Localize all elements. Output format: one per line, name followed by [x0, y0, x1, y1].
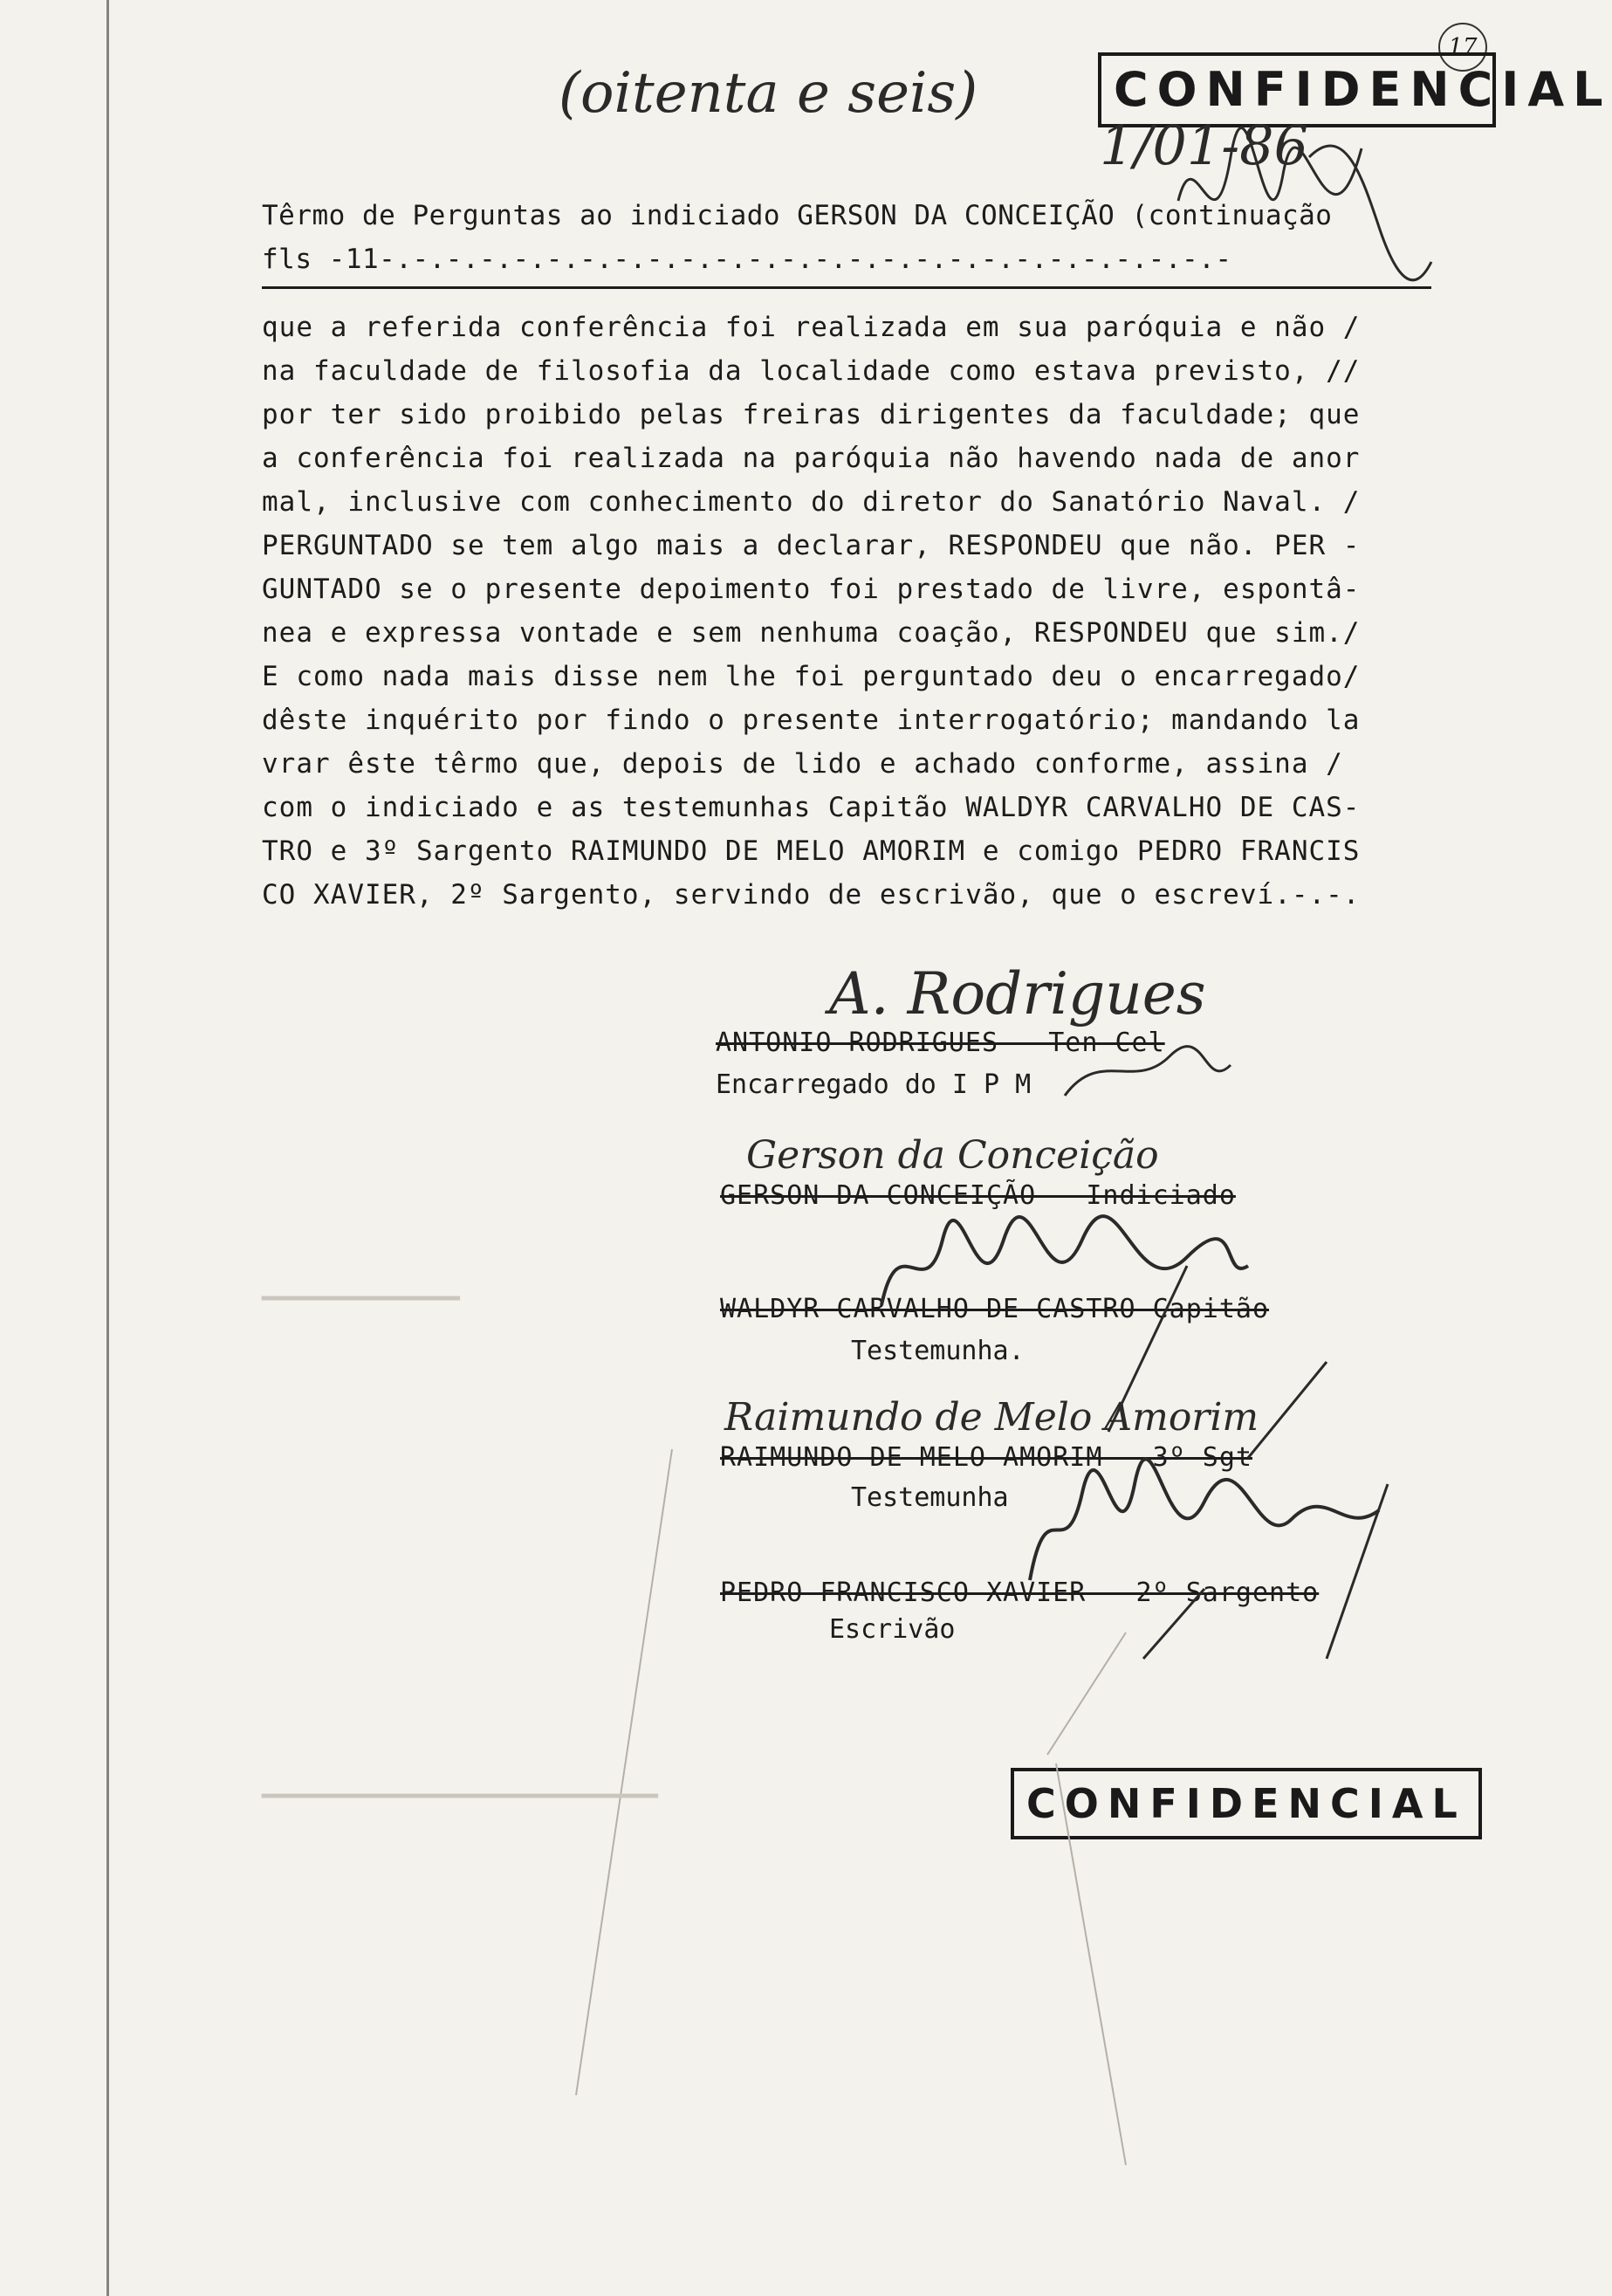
rubric-scribble-rodrigues	[1065, 1047, 1231, 1096]
page-number-handwritten: 1/01-86	[1100, 113, 1309, 177]
signature-gerson: Gerson da Conceição	[746, 1133, 1159, 1178]
header-line-2: fls -11-.-.-.-.-.-.-.-.-.-.-.-.-.-.-.-.-.-.-.-.-.-.-.-.-.-	[262, 244, 1232, 275]
handwritten-page-count: (oitenta e seis)	[559, 61, 978, 126]
header-line-1: Têrmo de Perguntas ao indiciado GERSON DA CONCEIÇÃO (continuação	[262, 200, 1333, 231]
signature-raimundo: Raimundo de Melo Amorim	[724, 1395, 1259, 1440]
name-line: ANTONIO RODRIGUES - Ten Cel	[716, 1028, 1165, 1058]
body-line: por ter sido proibido pelas freiras dirigentes da faculdade; que	[262, 399, 1361, 430]
signature-stroke	[1143, 1589, 1204, 1659]
body-line: PERGUNTADO se tem algo mais a declarar, RESPONDEU que não. PER -	[262, 530, 1361, 561]
body-line: na faculdade de filosofia da localidade como estava previsto, //	[262, 355, 1361, 387]
body-line: GUNTADO se o presente depoimento foi prestado de livre, espontâ-	[262, 574, 1361, 605]
signature-stroke	[1248, 1362, 1327, 1458]
body-line: nea e expressa vontade e sem nenhuma coação, RESPONDEU que sim./	[262, 617, 1361, 649]
body-line: dêste inquérito por findo o presente interrogatório; mandando la	[262, 705, 1361, 736]
confidential-stamp-bottom: CONFIDENCIAL	[1011, 1768, 1482, 1839]
body-line: mal, inclusive com conhecimento do diretor do Sanatório Naval. /	[262, 486, 1361, 518]
body-line: E como nada mais disse nem lhe foi perguntado deu o encarregado/	[262, 661, 1361, 692]
signature-pedro-scribble	[1030, 1459, 1379, 1580]
body-line: a conferência foi realizada na paróquia não havendo nada de anor	[262, 443, 1361, 474]
role-line: Testemunha	[851, 1482, 1009, 1513]
signature-rodrigues: A. Rodrigues	[829, 960, 1206, 1028]
body-line: que a referida conferência foi realizada em sua paróquia e não /	[262, 312, 1361, 343]
name-line: WALDYR CARVALHO DE CASTRO-Capitão	[720, 1294, 1270, 1324]
signature-waldyr-scribble	[881, 1216, 1248, 1305]
bleed-through-text: ━━━━━━━━━━━━━	[262, 1283, 460, 1313]
rubric-scribble-header	[1178, 128, 1362, 201]
confidential-stamp-top: CONFIDENCIAL	[1098, 52, 1496, 127]
body-line: vrar êste têrmo que, depois de lido e achado conforme, assina /	[262, 748, 1343, 780]
body-line: com o indiciado e as testemunhas Capitão WALDYR CARVALHO DE CAS-	[262, 792, 1361, 823]
page-number-circled: 17	[1438, 23, 1487, 72]
name-line: GERSON DA CONCEIÇÃO - Indiciado	[720, 1180, 1236, 1211]
faint-line	[1047, 1633, 1126, 1755]
role-line: Testemunha.	[851, 1336, 1025, 1366]
name-line: PEDRO FRANCISCO XAVIER - 2º Sargento	[720, 1578, 1320, 1608]
role-line: Escrivão	[829, 1614, 956, 1645]
signature-stroke	[1108, 1266, 1187, 1432]
name-line: RAIMUNDO DE MELO AMORIM - 3º Sgt	[720, 1442, 1252, 1473]
bleed-through-text: ━━━━━━━━━━━━━━━━━━━━━━━━━━	[262, 1781, 658, 1811]
body-line: CO XAVIER, 2º Sargento, servindo de escrivão, que o escreví.-.-.	[262, 879, 1361, 911]
body-line: TRO e 3º Sargento RAIMUNDO DE MELO AMORIM e comigo PEDRO FRANCIS	[262, 835, 1361, 867]
faint-line	[1056, 1763, 1126, 2165]
faint-line	[576, 1449, 672, 2095]
rubric-scribble-header-2	[1309, 146, 1431, 280]
role-line: Encarregado do I P M	[716, 1069, 1032, 1100]
